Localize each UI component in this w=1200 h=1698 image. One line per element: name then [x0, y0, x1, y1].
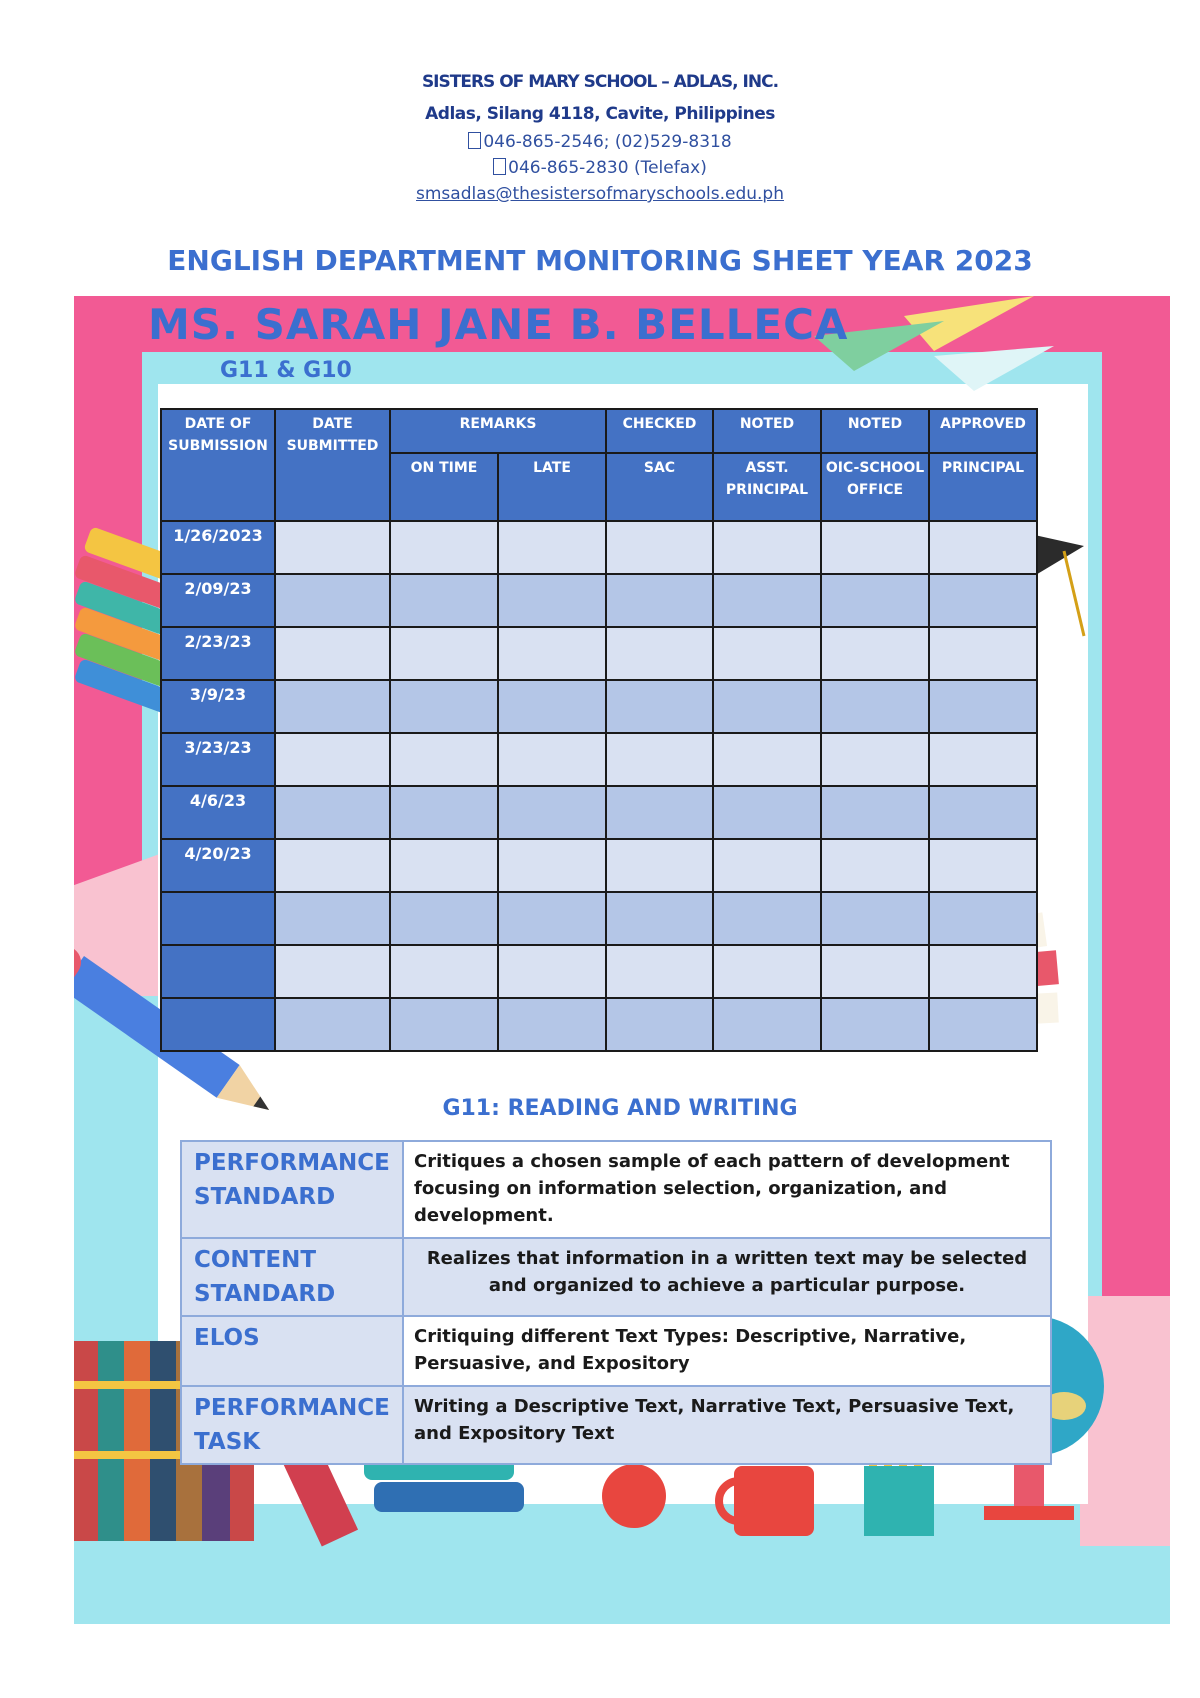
principal-cell[interactable]: [929, 786, 1037, 839]
standards-row: [181, 1141, 1051, 1238]
late-cell[interactable]: [498, 574, 606, 627]
asst-principal-cell[interactable]: [713, 680, 821, 733]
sac-cell[interactable]: [606, 892, 713, 945]
table-row: [161, 945, 1037, 998]
table-row: [161, 892, 1037, 945]
subject-title: G11: READING AND WRITING: [442, 1096, 798, 1121]
asst-principal-cell[interactable]: [713, 945, 821, 998]
performance-task-label: PERFORMANCE TASK: [181, 1386, 403, 1464]
asst-principal-cell[interactable]: [713, 521, 821, 574]
date-submitted-cell[interactable]: [275, 998, 390, 1051]
col-asst-principal: ASST. PRINCIPAL: [713, 453, 821, 521]
performance-standard-text: Critiques a chosen sample of each pattern of development focusing on information selection, organization, and development.: [403, 1141, 1051, 1238]
elos-label: ELOS: [181, 1316, 403, 1386]
asst-principal-cell[interactable]: [713, 627, 821, 680]
asst-principal-cell[interactable]: [713, 998, 821, 1051]
submission-date: 4/6/23: [161, 786, 275, 839]
principal-cell[interactable]: [929, 998, 1037, 1051]
standards-table: [180, 1140, 1052, 1465]
submission-date: 3/23/23: [161, 733, 275, 786]
late-cell[interactable]: [498, 839, 606, 892]
asst-principal-cell[interactable]: [713, 892, 821, 945]
oic-cell[interactable]: [821, 627, 929, 680]
sac-cell[interactable]: [606, 733, 713, 786]
col-remarks: REMARKS: [390, 409, 606, 453]
submission-date: [161, 892, 275, 945]
submission-date: [161, 945, 275, 998]
table-row: [161, 574, 1037, 627]
asst-principal-cell[interactable]: [713, 574, 821, 627]
col-sac: SAC: [606, 453, 713, 521]
principal-cell[interactable]: [929, 839, 1037, 892]
late-cell[interactable]: [498, 945, 606, 998]
oic-cell[interactable]: [821, 786, 929, 839]
oic-cell[interactable]: [821, 574, 929, 627]
on-time-cell[interactable]: [390, 839, 498, 892]
teacher-name: MS. SARAH JANE B. BELLECA: [148, 300, 849, 349]
date-submitted-cell[interactable]: [275, 521, 390, 574]
oic-cell[interactable]: [821, 945, 929, 998]
asst-principal-cell[interactable]: [713, 786, 821, 839]
on-time-cell[interactable]: [390, 680, 498, 733]
table-row: [161, 521, 1037, 574]
principal-cell[interactable]: [929, 521, 1037, 574]
table-row: [161, 839, 1037, 892]
sac-cell[interactable]: [606, 945, 713, 998]
oic-cell[interactable]: [821, 733, 929, 786]
col-approved: APPROVED: [929, 409, 1037, 453]
school-name: SISTERS OF MARY SCHOOL – ADLAS, INC.: [421, 72, 779, 92]
school-address: Adlas, Silang 4118, Cavite, Philippines: [425, 104, 775, 124]
on-time-cell[interactable]: [390, 945, 498, 998]
col-noted-1: NOTED: [713, 409, 821, 453]
on-time-cell[interactable]: [390, 521, 498, 574]
late-cell[interactable]: [498, 680, 606, 733]
late-cell[interactable]: [498, 998, 606, 1051]
standards-row: [181, 1316, 1051, 1386]
oic-cell[interactable]: [821, 892, 929, 945]
table-header-row: [161, 409, 1037, 453]
on-time-cell[interactable]: [390, 627, 498, 680]
principal-cell[interactable]: [929, 627, 1037, 680]
fax-text: 046-865-2830 (Telefax): [508, 158, 707, 178]
table-row: [161, 998, 1037, 1051]
performance-task-text: Writing a Descriptive Text, Narrative Text, Persuasive Text, and Expository Text: [403, 1386, 1051, 1464]
col-on-time: ON TIME: [390, 453, 498, 521]
date-submitted-cell[interactable]: [275, 945, 390, 998]
date-submitted-cell[interactable]: [275, 574, 390, 627]
principal-cell[interactable]: [929, 945, 1037, 998]
standards-row: [181, 1386, 1051, 1464]
col-date-submitted: DATE SUBMITTED: [275, 409, 390, 521]
col-principal: PRINCIPAL: [929, 453, 1037, 521]
table-row: [161, 786, 1037, 839]
sac-cell[interactable]: [606, 786, 713, 839]
fax-icon: [493, 158, 506, 175]
standards-row: [181, 1238, 1051, 1316]
on-time-cell[interactable]: [390, 574, 498, 627]
school-fax: [0, 158, 1200, 178]
submission-date: 4/20/23: [161, 839, 275, 892]
on-time-cell[interactable]: [390, 786, 498, 839]
submission-date: 2/23/23: [161, 627, 275, 680]
submission-date: 3/9/23: [161, 680, 275, 733]
late-cell[interactable]: [498, 521, 606, 574]
sac-cell[interactable]: [606, 521, 713, 574]
table-row: [161, 680, 1037, 733]
date-submitted-cell[interactable]: [275, 892, 390, 945]
late-cell[interactable]: [498, 627, 606, 680]
school-phone: [0, 132, 1200, 152]
col-noted-2: NOTED: [821, 409, 929, 453]
elos-text: Critiquing different Text Types: Descriptive, Narrative, Persuasive, and Expository: [403, 1316, 1051, 1386]
submission-date: [161, 998, 275, 1051]
sac-cell[interactable]: [606, 627, 713, 680]
col-late: LATE: [498, 453, 606, 521]
on-time-cell[interactable]: [390, 892, 498, 945]
principal-cell[interactable]: [929, 733, 1037, 786]
content-standard-label: CONTENT STANDARD: [181, 1238, 403, 1316]
date-submitted-cell[interactable]: [275, 786, 390, 839]
oic-cell[interactable]: [821, 521, 929, 574]
date-submitted-cell[interactable]: [275, 733, 390, 786]
oic-cell[interactable]: [821, 998, 929, 1051]
sac-cell[interactable]: [606, 680, 713, 733]
late-cell[interactable]: [498, 733, 606, 786]
principal-cell[interactable]: [929, 574, 1037, 627]
date-submitted-cell[interactable]: [275, 680, 390, 733]
submission-date: 2/09/23: [161, 574, 275, 627]
performance-standard-label: PERFORMANCE STANDARD: [181, 1141, 403, 1238]
sac-cell[interactable]: [606, 574, 713, 627]
on-time-cell[interactable]: [390, 733, 498, 786]
grade-levels: G11 & G10: [220, 358, 352, 383]
col-oic-school-office: OIC-SCHOOL OFFICE: [821, 453, 929, 521]
sac-cell[interactable]: [606, 839, 713, 892]
late-cell[interactable]: [498, 786, 606, 839]
oic-cell[interactable]: [821, 839, 929, 892]
table-row: [161, 627, 1037, 680]
col-date-of-submission: DATE OF SUBMISSION: [161, 409, 275, 521]
principal-cell[interactable]: [929, 680, 1037, 733]
oic-cell[interactable]: [821, 680, 929, 733]
phone-text: 046-865-2546; (02)529-8318: [483, 132, 732, 152]
asst-principal-cell[interactable]: [713, 733, 821, 786]
phone-icon: [468, 132, 481, 149]
sac-cell[interactable]: [606, 998, 713, 1051]
date-submitted-cell[interactable]: [275, 839, 390, 892]
document-title: ENGLISH DEPARTMENT MONITORING SHEET YEAR 2023: [167, 244, 1033, 277]
submission-date: 1/26/2023: [161, 521, 275, 574]
table-row: [161, 733, 1037, 786]
on-time-cell[interactable]: [390, 998, 498, 1051]
principal-cell[interactable]: [929, 892, 1037, 945]
asst-principal-cell[interactable]: [713, 839, 821, 892]
monitoring-table: [160, 408, 1038, 1052]
school-email-link[interactable]: smsadlas@thesistersofmaryschools.edu.ph: [416, 184, 784, 204]
content-standard-text: Realizes that information in a written text may be selected and organized to achieve a particular purpose.: [403, 1238, 1051, 1316]
date-submitted-cell[interactable]: [275, 627, 390, 680]
late-cell[interactable]: [498, 892, 606, 945]
col-checked: CHECKED: [606, 409, 713, 453]
